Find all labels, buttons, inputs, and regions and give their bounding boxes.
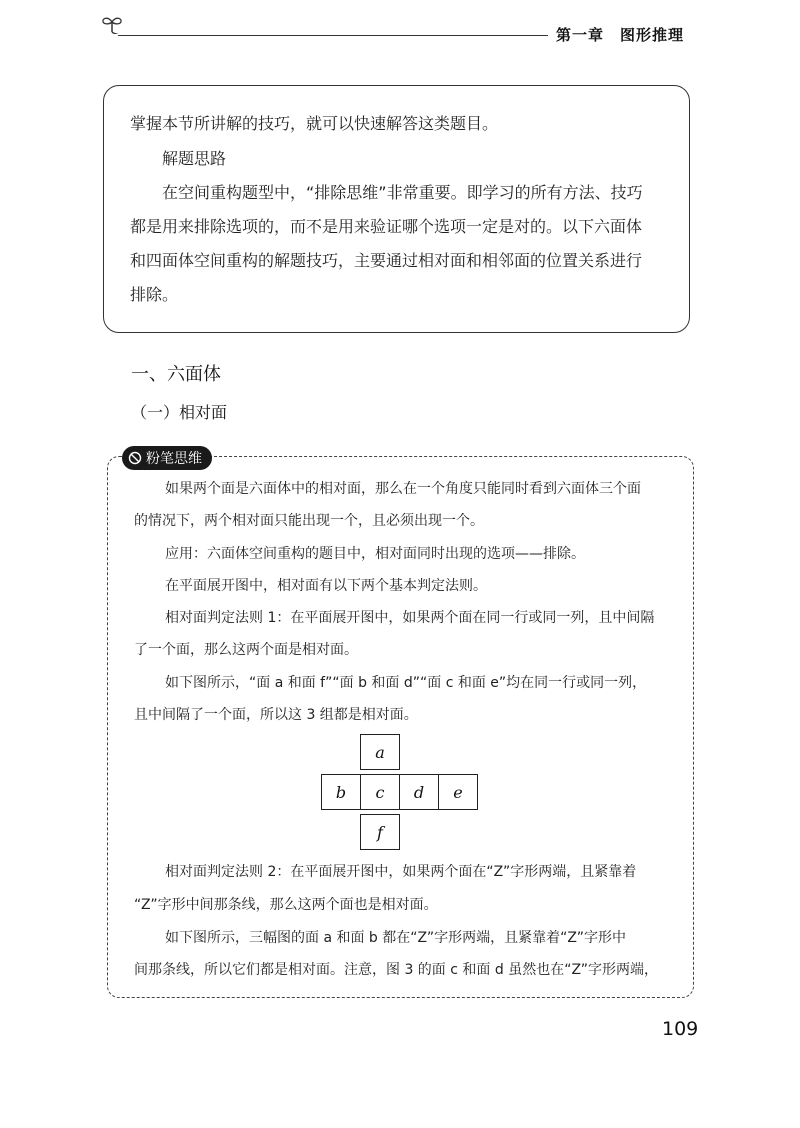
chalk-line: “Z”字形中间那条线，那么这两个面也是相对面。 (134, 897, 438, 913)
chapter-title: 第一章 图形推理 (556, 26, 685, 44)
chalk-line: 相对面判定法则 2：在平面展开图中，如果两个面在“Z”字形两端，且紧靠着 (165, 864, 637, 880)
header-rule (118, 35, 548, 36)
net-face-c: c (360, 774, 400, 810)
chalk-badge (122, 446, 212, 470)
section-subheading: （一）相对面 (131, 403, 228, 422)
net-face-e: e (438, 774, 478, 810)
net-face-a: a (360, 734, 400, 770)
sprout-icon (100, 14, 124, 34)
net-face-d: d (399, 774, 439, 810)
summary-box (103, 85, 690, 333)
chalk-line: 了一个面，那么这两个面是相对面。 (134, 642, 358, 658)
chalk-line: 应用：六面体空间重构的题目中，相对面同时出现的选项——排除。 (165, 546, 585, 562)
summary-para-line: 在空间重构题型中，“排除思维”非常重要。即学习的所有方法、技巧 (162, 183, 643, 202)
chalk-line: 且中间隔了一个面，所以这 3 组都是相对面。 (134, 707, 418, 723)
summary-line: 掌握本节所讲解的技巧，就可以快速解答这类题目。 (130, 114, 499, 133)
chalk-line: 的情况下，两个相对面只能出现一个，且必须出现一个。 (134, 513, 484, 529)
net-face-b: b (321, 774, 361, 810)
chalk-line: 如果两个面是六面体中的相对面，那么在一个角度只能同时看到六面体三个面 (165, 481, 641, 497)
chalk-line: 在平面展开图中，相对面有以下两个基本判定法则。 (165, 578, 487, 594)
summary-para-line: 都是用来排除选项的，而不是用来验证哪个选项一定是对的。以下六面体 (130, 217, 643, 236)
chalk-badge-label: 粉笔思维 (146, 451, 202, 467)
chalk-line: 间那条线，所以它们都是相对面。注意，图 3 的面 c 和面 d 虽然也在“Z”字形两端， (134, 962, 659, 978)
chalk-line: 相对面判定法则 1：在平面展开图中，如果两个面在同一行或同一列，且中间隔 (165, 610, 655, 626)
page-number: 109 (662, 1018, 699, 1040)
summary-para-line: 排除。 (130, 285, 179, 304)
summary-subheading: 解题思路 (162, 149, 227, 168)
summary-para-line: 和四面体空间重构的解题技巧，主要通过相对面和相邻面的位置关系进行 (130, 251, 643, 270)
chalk-line: 如下图所示，“面 a 和面 f”“面 b 和面 d”“面 c 和面 e”均在同一行或同一列， (165, 675, 647, 691)
net-face-f: f (360, 814, 400, 850)
no-sign-icon (128, 451, 142, 465)
section-heading: 一、六面体 (131, 364, 221, 385)
chalk-box (107, 456, 694, 998)
chalk-line: 如下图所示，三幅图的面 a 和面 b 都在“Z”字形两端，且紧靠着“Z”字形中 (165, 930, 626, 946)
